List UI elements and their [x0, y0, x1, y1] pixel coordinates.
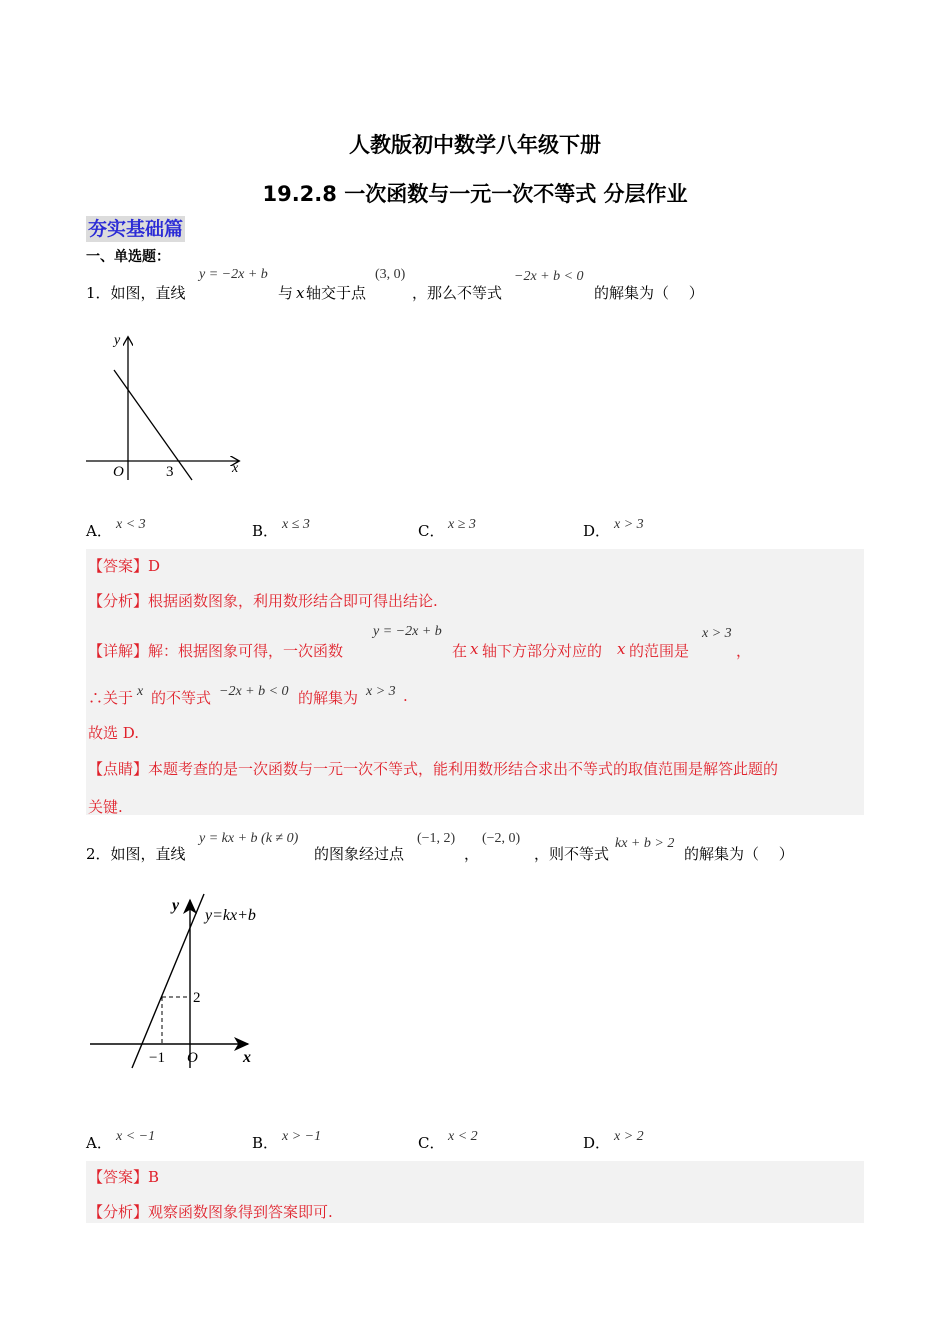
q1-text-1: 与	[278, 284, 294, 302]
q1-analysis: 【分析】根据函数图象，利用数形结合即可得出结论.	[88, 592, 438, 610]
q1-x-label: x	[232, 461, 239, 476]
q1-conclusion-a: ∴关于	[88, 689, 134, 707]
q2-line-label: y=kx+b	[205, 907, 256, 924]
q2-text-3: ，则不等式	[534, 845, 610, 863]
q1-detail-d: 的范围是	[629, 642, 690, 660]
q1-detail-x: x	[470, 640, 479, 658]
q1-option-d-value[interactable]: x > 3	[614, 517, 644, 532]
q1-detail-b: 在	[452, 642, 468, 660]
q2-value-neg1: −1	[149, 1050, 165, 1066]
q1-comment-1: 【点睛】本题考查的是一次函数与一元一次不等式，能利用数形结合求出不等式的取值范围是解答此题的	[88, 760, 779, 778]
q2-analysis: 【分析】观察函数图象得到答案即可.	[88, 1203, 333, 1221]
q2-point-1: (−1, 2)	[417, 831, 456, 846]
q2-option-c-label[interactable]: C．	[418, 1134, 445, 1152]
q2-x-label: x	[243, 1049, 251, 1066]
q1-option-a-label[interactable]: A．	[86, 522, 112, 540]
q1-choose: 故选 D.	[88, 724, 140, 742]
q1-detail-eq: y = −2x + b	[373, 624, 442, 639]
q1-option-c-value[interactable]: x ≥ 3	[448, 517, 476, 532]
q1-text-4: 的解集为（ ）	[594, 284, 704, 302]
q1-detail-range: x > 3	[702, 626, 732, 641]
q1-detail-x2: x	[617, 640, 626, 658]
q1-equation: y = −2x + b	[199, 267, 268, 282]
q1-point: (3, 0)	[375, 267, 406, 282]
q1-conclusion-sol: x > 3	[366, 684, 396, 699]
q1-text-3: ，那么不等式	[412, 284, 503, 302]
page-subtitle: 19.2.8 一次函数与一元一次不等式 分层作业	[262, 182, 688, 206]
q1-option-b-label[interactable]: B．	[252, 522, 279, 540]
q1-origin-label: O	[113, 464, 124, 480]
q1-conclusion-b: 的不等式	[151, 689, 212, 707]
q2-origin-label: O	[187, 1050, 198, 1066]
q2-text-1: 的图象经过点	[314, 845, 405, 863]
q1-x: x	[296, 284, 305, 302]
q1-line	[114, 370, 192, 480]
q1-conclusion-c: 的解集为	[298, 689, 359, 707]
q1-graph	[84, 330, 254, 490]
subsection-heading: 一、单选题：	[86, 249, 170, 265]
q1-detail-comma: ，	[736, 642, 752, 660]
q2-option-a-label[interactable]: A．	[86, 1134, 112, 1152]
q2-equation: y = kx + b (k ≠ 0)	[199, 831, 299, 846]
q1-detail-c: 轴下方部分对应的	[482, 642, 603, 660]
q2-inequality: kx + b > 2	[615, 836, 675, 851]
q2-option-c-value[interactable]: x < 2	[448, 1129, 478, 1144]
q2-answer: 【答案】B	[88, 1168, 160, 1186]
q2-y-label: y	[172, 897, 180, 914]
q1-option-a-value[interactable]: x < 3	[116, 517, 146, 532]
q1-conclusion-d: .	[403, 687, 408, 705]
q1-answer: 【答案】D	[88, 557, 161, 575]
q1-comment-2: 关键.	[88, 798, 123, 816]
q2-option-d-label[interactable]: D．	[583, 1134, 611, 1152]
q1-option-b-value[interactable]: x ≤ 3	[282, 517, 310, 532]
q2-text-4: 的解集为（ ）	[684, 845, 794, 863]
q2-line	[132, 894, 204, 1068]
q2-point-2: (−2, 0)	[482, 831, 521, 846]
q1-detail-a: 【详解】解：根据图象可得，一次函数	[88, 642, 344, 660]
q1-tick-label: 3	[166, 464, 174, 480]
q2-option-a-value[interactable]: x < −1	[116, 1129, 156, 1144]
q2-option-b-label[interactable]: B．	[252, 1134, 279, 1152]
section-heading: 夯实基础篇	[88, 218, 184, 240]
q1-option-d-label[interactable]: D．	[583, 522, 611, 540]
q2-text-2: ，	[464, 845, 480, 863]
question-1-intro: 1．如图，直线	[86, 284, 186, 302]
q1-conclusion-x: x	[137, 684, 144, 699]
q1-inequality: −2x + b < 0	[514, 269, 584, 284]
q1-y-label: y	[114, 333, 121, 348]
q2-option-b-value[interactable]: x > −1	[282, 1129, 322, 1144]
q2-value-2: 2	[193, 990, 201, 1006]
question-2-intro: 2．如图，直线	[86, 845, 186, 863]
q1-option-c-label[interactable]: C．	[418, 522, 445, 540]
q2-graph	[88, 890, 288, 1080]
q1-conclusion-ineq: −2x + b < 0	[219, 684, 289, 699]
page-title: 人教版初中数学八年级下册	[349, 133, 601, 157]
q2-option-d-value[interactable]: x > 2	[614, 1129, 644, 1144]
q1-text-2: 轴交于点	[306, 284, 367, 302]
